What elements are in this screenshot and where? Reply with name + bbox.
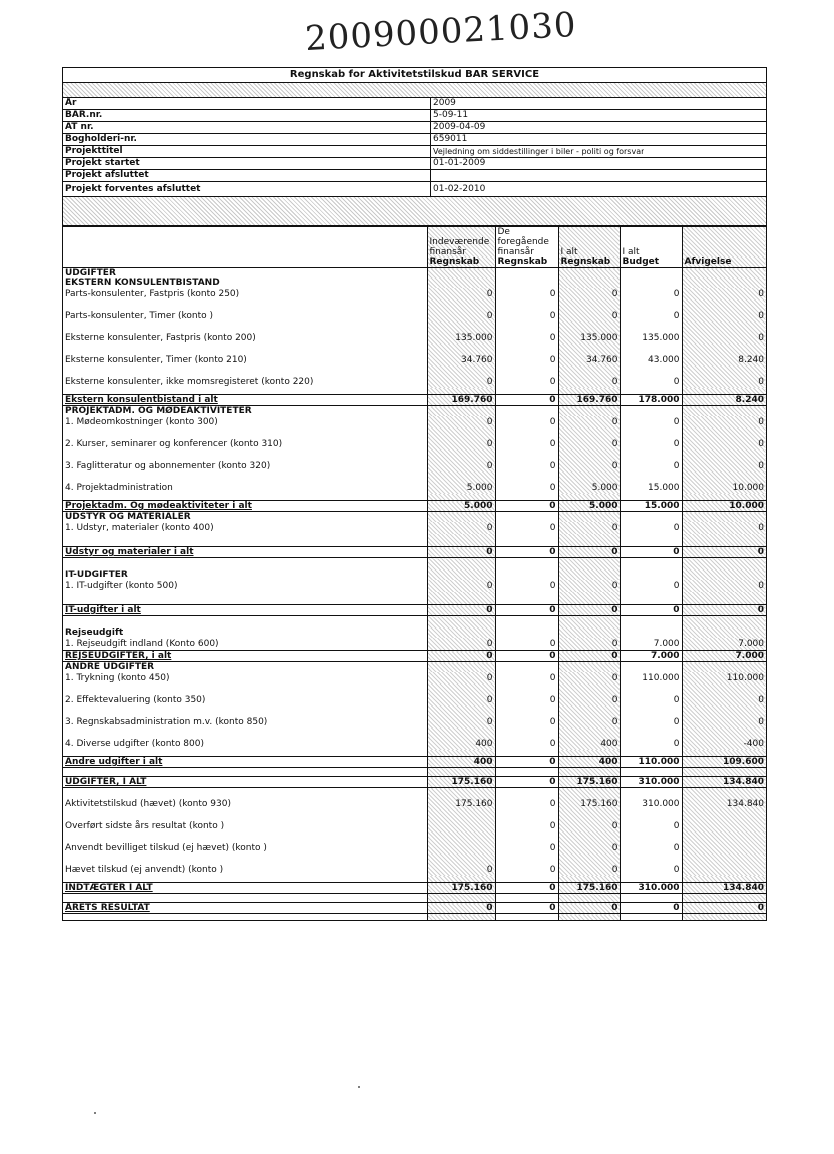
row-value: 0 [620, 706, 682, 728]
column-subheader-row [63, 257, 766, 268]
row-value: 0 [427, 684, 495, 706]
row-value: 0 [427, 547, 495, 558]
row-value: 0 [495, 651, 558, 662]
col-header-afvigelse-top [682, 227, 766, 258]
row-value: 0 [427, 638, 495, 651]
info-value: 2009-04-09 [433, 122, 486, 132]
row-value: 134.840 [682, 883, 766, 894]
row-value: 0 [427, 651, 495, 662]
col-header-i-alt-regnskab: I alt [558, 227, 620, 258]
row-value: 178.000 [620, 395, 682, 406]
info-label: BAR.nr. [63, 110, 431, 121]
subtotal-row [63, 757, 766, 768]
row-value: 0 [558, 428, 620, 450]
row-label: 1. Udstyr, materialer (konto 400) [65, 523, 214, 533]
row-value: 0 [427, 903, 495, 914]
spacer-row [63, 914, 766, 921]
row-value: 135.000 [558, 322, 620, 344]
row-value: 0 [427, 366, 495, 388]
row-label: UDGIFTER, I ALT [63, 777, 427, 788]
row-value: 310.000 [620, 777, 682, 788]
row-value: 0 [495, 522, 558, 534]
spacer-row [63, 616, 766, 629]
row-value: 0 [620, 547, 682, 558]
table-row [63, 854, 766, 876]
row-value: 0 [558, 416, 620, 428]
row-value: 0 [558, 903, 620, 914]
table-row [63, 672, 766, 684]
result-row [63, 903, 766, 914]
row-value: 109.600 [682, 757, 766, 768]
info-row-at-nr [63, 122, 766, 134]
info-value: 659011 [433, 134, 468, 144]
row-value: 0 [495, 416, 558, 428]
row-value: 43.000 [620, 344, 682, 366]
subtotal-row [63, 395, 766, 406]
row-value: 0 [427, 854, 495, 876]
info-row-bogholderi-nr [63, 134, 766, 146]
row-value: 0 [682, 416, 766, 428]
row-value: 0 [495, 322, 558, 344]
row-label: Eksterne konsulenter, ikke momsregisteret (konto 220) [65, 377, 314, 387]
row-value: 0 [682, 300, 766, 322]
row-value: 0 [427, 706, 495, 728]
row-value: 0 [682, 547, 766, 558]
row-label: 3. Faglitteratur og abonnementer (konto 320) [65, 461, 271, 471]
subtotal-row [63, 651, 766, 662]
row-value: 0 [427, 416, 495, 428]
row-label: Parts-konsulenter, Fastpris (konto 250) [65, 289, 240, 299]
subtotal-row [63, 547, 766, 558]
section-heading: ANDRE UDGIFTER [63, 662, 766, 673]
info-label: Projekt forventes afsluttet [63, 182, 431, 196]
row-value: 0 [495, 638, 558, 651]
row-value: 0 [558, 638, 620, 651]
row-value: 5.000 [427, 472, 495, 494]
row-value: 0 [495, 854, 558, 876]
sheet-title: Regnskab for Aktivitetstilskud BAR SERVICE [63, 68, 766, 83]
table-row [63, 450, 766, 472]
table-row [63, 706, 766, 728]
row-value: 175.160 [427, 883, 495, 894]
info-value: Vejledning om siddestillinger i biler - politi og forsvar [433, 147, 645, 156]
grand-total-expenses-row [63, 777, 766, 788]
row-label: 3. Regnskabsadministration m.v. (konto 850) [65, 717, 268, 727]
info-label: Projekt afsluttet [63, 170, 431, 181]
row-value: 0 [682, 322, 766, 344]
table-row [63, 472, 766, 494]
row-value: 7.000 [682, 651, 766, 662]
row-value: 135.000 [427, 322, 495, 344]
row-value: 0 [495, 810, 558, 832]
row-label: 1. Rejseudgift indland (Konto 600) [65, 639, 219, 649]
table-row [63, 428, 766, 450]
section-heading: Rejseudgift [63, 628, 766, 638]
info-row-projekt-forventes-afsluttet [63, 182, 766, 197]
row-value: 0 [558, 300, 620, 322]
row-value: 0 [495, 832, 558, 854]
row-label: 1. Mødeomkostninger (konto 300) [65, 417, 218, 427]
row-label: INDTÆGTER I ALT [63, 883, 427, 894]
row-value: 0 [427, 672, 495, 684]
table-row [63, 322, 766, 344]
row-label: ÅRETS RESULTAT [63, 903, 427, 914]
row-value: 0 [495, 706, 558, 728]
accounts-table [63, 226, 766, 920]
column-header-row [63, 227, 766, 258]
row-label: Overført sidste års resultat (konto ) [65, 821, 225, 831]
info-row-projekttitel [63, 146, 766, 158]
row-value: 0 [495, 903, 558, 914]
grand-total-income-row [63, 883, 766, 894]
info-label: AT nr. [63, 122, 431, 133]
info-value: 2009 [433, 98, 456, 108]
row-label: 2. Effektevaluering (konto 350) [65, 695, 206, 705]
row-value: 310.000 [620, 883, 682, 894]
row-value: 0 [620, 450, 682, 472]
row-value: 0 [495, 580, 558, 592]
row-value: 175.160 [558, 777, 620, 788]
row-value: 400 [558, 757, 620, 768]
row-value: -400 [682, 728, 766, 750]
row-value: 0 [620, 605, 682, 616]
row-label: 2. Kurser, seminarer og konferencer (konto 310) [65, 439, 283, 449]
row-value: 0 [558, 605, 620, 616]
col-sub-regnskab: Regnskab [495, 257, 558, 268]
row-value: 0 [558, 580, 620, 592]
row-value: 0 [495, 672, 558, 684]
row-label: Ekstern konsulentbistand i alt [63, 395, 427, 406]
row-value: 0 [495, 547, 558, 558]
row-value [682, 854, 766, 876]
row-label: 4. Diverse udgifter (konto 800) [65, 739, 204, 749]
col-header-indevaerende: Indeværende finansår [427, 227, 495, 258]
row-value: 0 [620, 428, 682, 450]
table-row [63, 288, 766, 300]
row-value: 0 [558, 854, 620, 876]
info-label: Bogholderi-nr. [63, 134, 431, 145]
row-label: Anvendt bevilliget tilskud (ej hævet) (konto ) [65, 843, 267, 853]
row-value: 0 [495, 501, 558, 512]
row-value: 10.000 [682, 501, 766, 512]
info-label: Projekttitel [63, 146, 431, 157]
row-value: 5.000 [558, 501, 620, 512]
row-value: 134.840 [682, 788, 766, 811]
row-label: Projektadm. Og mødeaktiviteter i alt [63, 501, 427, 512]
row-value: 15.000 [620, 501, 682, 512]
info-row-year [63, 98, 766, 110]
row-value: 10.000 [682, 472, 766, 494]
row-label: Parts-konsulenter, Timer (konto ) [65, 311, 214, 321]
row-value: 0 [620, 522, 682, 534]
row-value: 135.000 [620, 322, 682, 344]
row-value: 175.160 [558, 883, 620, 894]
section-heading: UDSTYR OG MATERIALER [63, 512, 766, 523]
row-value: 400 [427, 757, 495, 768]
row-value: 34.760 [558, 344, 620, 366]
row-value: 0 [427, 428, 495, 450]
row-value: 0 [620, 684, 682, 706]
row-label: IT-udgifter i alt [63, 605, 427, 616]
row-value: 0 [682, 706, 766, 728]
row-label: Aktivitetstilskud (hævet) (konto 930) [65, 799, 231, 809]
row-value: 175.160 [558, 788, 620, 811]
row-value: 0 [495, 757, 558, 768]
col-sub-budget: Budget [620, 257, 682, 268]
row-value: 110.000 [682, 672, 766, 684]
row-value: 0 [682, 580, 766, 592]
row-value: 0 [682, 903, 766, 914]
row-value: 8.240 [682, 344, 766, 366]
header-blank [63, 257, 427, 268]
col-sub-regnskab: Regnskab [558, 257, 620, 268]
spacer-row [63, 592, 766, 605]
row-value: 400 [558, 728, 620, 750]
row-value: 310.000 [620, 788, 682, 811]
row-value: 0 [495, 300, 558, 322]
row-value: 7.000 [620, 638, 682, 651]
row-value [682, 832, 766, 854]
row-value [427, 810, 495, 832]
row-value: 0 [620, 366, 682, 388]
row-value: 0 [620, 300, 682, 322]
info-row-projekt-afsluttet [63, 170, 766, 182]
row-value: 0 [620, 903, 682, 914]
row-value: 0 [427, 450, 495, 472]
section-heading: IT-UDGIFTER [63, 570, 766, 580]
row-value [427, 832, 495, 854]
col-header-foregaaende: De foregående finansår [495, 227, 558, 258]
row-label: 1. IT-udgifter (konto 500) [65, 581, 178, 591]
handwritten-reference-number: 200900021030 [304, 4, 578, 60]
row-value: 0 [682, 366, 766, 388]
spacer-row [63, 558, 766, 571]
row-value: 0 [495, 684, 558, 706]
section-heading: EKSTERN KONSULENTBISTAND [63, 278, 766, 288]
row-value: 7.000 [620, 651, 682, 662]
row-label: Andre udgifter i alt [63, 757, 427, 768]
row-value: 0 [558, 547, 620, 558]
row-value: 0 [558, 651, 620, 662]
row-value: 134.840 [682, 777, 766, 788]
row-value: 0 [495, 395, 558, 406]
info-value: 01-02-2010 [433, 184, 486, 194]
col-sub-regnskab: Regnskab [427, 257, 495, 268]
row-value: 0 [558, 706, 620, 728]
row-value: 0 [495, 344, 558, 366]
spacer-row [63, 534, 766, 547]
row-value: 0 [620, 854, 682, 876]
row-value: 0 [682, 450, 766, 472]
row-value: 0 [495, 605, 558, 616]
row-value: 0 [620, 580, 682, 592]
row-value: 7.000 [682, 638, 766, 651]
row-value: 5.000 [558, 472, 620, 494]
row-label: REJSEUDGIFTER, i alt [63, 651, 427, 662]
table-row [63, 684, 766, 706]
row-value: 0 [682, 428, 766, 450]
row-value: 0 [558, 450, 620, 472]
row-value: 0 [558, 522, 620, 534]
table-row [63, 728, 766, 750]
scan-speck [358, 1086, 360, 1088]
table-row [63, 832, 766, 854]
scan-speck [94, 1112, 96, 1114]
scan-noise-band [63, 83, 766, 98]
table-row [63, 638, 766, 651]
row-value: 0 [495, 883, 558, 894]
col-header-i-alt-budget: I alt [620, 227, 682, 258]
spacer-row [63, 894, 766, 903]
row-value: 0 [427, 300, 495, 322]
row-value: 0 [427, 522, 495, 534]
row-value: 110.000 [620, 672, 682, 684]
table-row [63, 810, 766, 832]
subtotal-row [63, 605, 766, 616]
table-row [63, 522, 766, 534]
row-value: 0 [495, 428, 558, 450]
row-value: 0 [427, 605, 495, 616]
info-label: År [63, 98, 431, 109]
row-value: 0 [495, 366, 558, 388]
table-row [63, 300, 766, 322]
info-value: 5-09-11 [433, 110, 469, 120]
row-value: 0 [620, 832, 682, 854]
table-row [63, 366, 766, 388]
row-value: 0 [682, 522, 766, 534]
info-label: Projekt startet [63, 158, 431, 169]
table-row [63, 344, 766, 366]
info-row-bar-nr [63, 110, 766, 122]
row-label: 1. Trykning (konto 450) [65, 673, 170, 683]
col-sub-afvigelse: Afvigelse [682, 257, 766, 268]
row-label: Eksterne konsulenter, Timer (konto 210) [65, 355, 247, 365]
row-value: 169.760 [558, 395, 620, 406]
info-value [431, 170, 433, 181]
row-value: 0 [495, 788, 558, 811]
row-value: 8.240 [682, 395, 766, 406]
header-blank [63, 227, 427, 258]
row-label: 4. Projektadministration [65, 483, 173, 493]
row-value: 0 [558, 288, 620, 300]
row-value: 0 [558, 832, 620, 854]
row-value: 0 [558, 810, 620, 832]
table-row [63, 416, 766, 428]
spacer-row [63, 768, 766, 777]
info-value: 01-01-2009 [433, 158, 486, 168]
row-value: 0 [558, 684, 620, 706]
row-value: 0 [495, 472, 558, 494]
row-value: 175.160 [427, 777, 495, 788]
section-heading: PROJEKTADM. OG MØDEAKTIVITETER [63, 406, 766, 417]
row-value: 0 [620, 416, 682, 428]
row-value: 34.760 [427, 344, 495, 366]
scan-noise-band [63, 197, 766, 226]
section-heading: UDGIFTER [63, 268, 766, 279]
row-value: 0 [495, 728, 558, 750]
row-label: Eksterne konsulenter, Fastpris (konto 200) [65, 333, 256, 343]
row-value [682, 810, 766, 832]
row-value: 0 [558, 672, 620, 684]
row-value: 0 [495, 288, 558, 300]
row-value: 0 [620, 288, 682, 300]
info-row-projekt-startet [63, 158, 766, 170]
table-row [63, 788, 766, 811]
row-value: 0 [495, 450, 558, 472]
row-value: 0 [682, 605, 766, 616]
row-value: 175.160 [427, 788, 495, 811]
row-value: 0 [620, 810, 682, 832]
row-value: 0 [682, 684, 766, 706]
subtotal-row [63, 501, 766, 512]
row-value: 0 [427, 580, 495, 592]
row-value: 110.000 [620, 757, 682, 768]
row-label: Udstyr og materialer i alt [63, 547, 427, 558]
row-value: 15.000 [620, 472, 682, 494]
row-value: 0 [682, 288, 766, 300]
accounting-sheet [62, 67, 767, 921]
row-value: 400 [427, 728, 495, 750]
row-value: 0 [427, 288, 495, 300]
row-value: 0 [558, 366, 620, 388]
row-label: Hævet tilskud (ej anvendt) (konto ) [65, 865, 224, 875]
table-row [63, 580, 766, 592]
row-value: 5.000 [427, 501, 495, 512]
row-value: 0 [620, 728, 682, 750]
row-value: 169.760 [427, 395, 495, 406]
row-value: 0 [495, 777, 558, 788]
